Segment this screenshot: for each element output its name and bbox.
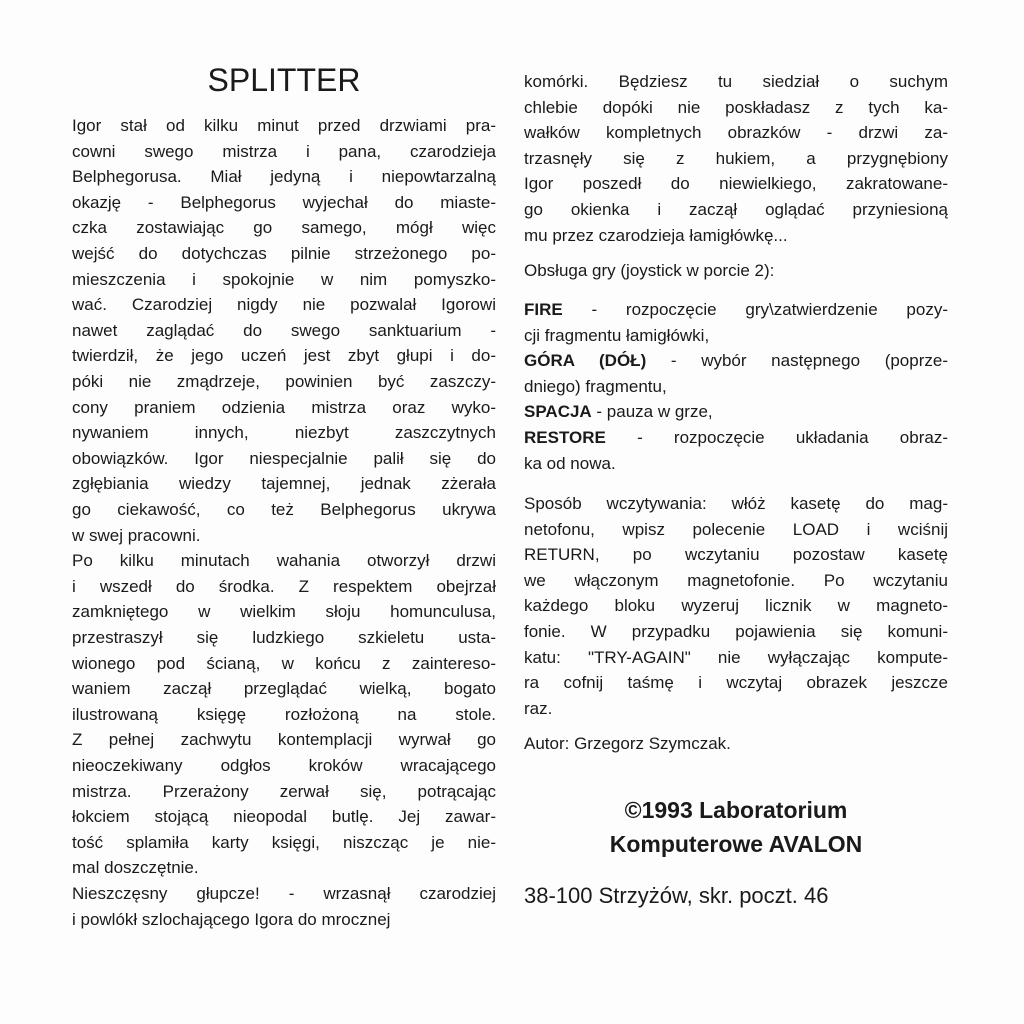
story-line: i powlókł szlochającego Igora do mrocznej [72,909,391,929]
story-line: wionego pod ścianą, w końcu z zaintereso- [72,653,496,673]
story-line: póki nie zmądrzeje, powinien być zaszczy- [72,372,496,391]
story-line: wałków kompletnych obrazków - drzwi za- [524,123,948,143]
story-line: nieoczekiwany odgłos kroków wracającego [72,756,496,775]
control-key: GÓRA (DÓŁ) [524,351,647,371]
story-line: mieszczenia i spokojnie w nim pomyszko- [72,269,496,289]
story-line: mal doszczętnie. [72,858,199,878]
story-line: okazję - Belphegorus wyjechał do miaste- [72,192,496,212]
story-line: wać. Czarodziej nigdy nie pozwalał Igorowi [72,295,496,315]
story-line: waniem zaczął przeglądać wielką, bogato [72,679,496,699]
story-line: zamkniętego w wielkim słoju homunculusa, [72,602,496,622]
story-line: czka zostawiając go samego, mógł więc [72,218,496,238]
story-line: Z pełnej zachwytu kontemplacji wyrwał go [72,730,496,750]
control-description: - wybór następnego (poprze- [646,351,948,371]
story-line: komórki. Będziesz tu siedział o suchym [524,72,948,91]
story-line: tość splamiła karty księgi, niszcząc je nie- [72,832,496,852]
loading-instruction-line: RETURN, po wczytaniu pozostaw kasetę [524,545,948,565]
story-line: Igor poszedł do niewielkiego, zakratowane- [524,174,948,194]
loading-instruction-line: raz. [524,698,553,718]
copyright-line-1: ©1993 Laboratorium [624,797,848,823]
control-line: ka od nowa. [524,453,616,473]
control-line [524,402,948,422]
control-key: SPACJA [524,402,592,422]
loading-instruction-line: ra cofnij taśmę i wczytaj obrazek jeszcze [524,673,948,693]
story-line: i wszedł do środka. Z respektem obejrzał [72,576,496,596]
control-line: dniego) fragmentu, [524,376,667,396]
control-line [524,351,948,371]
story-line: mu przez czarodzieja łamigłówkę... [524,225,788,245]
loading-instruction-line: katu: "TRY-AGAIN" nie wyłączając kompute- [524,647,948,667]
copyright-line-2: Komputerowe AVALON [609,831,863,857]
control-key: RESTORE [524,428,606,447]
story-line: obowiązków. Igor niespecjalnie palił się do [72,448,496,468]
author: Autor: Grzegorz Szymczak. [524,734,731,753]
story-line: twierdził, że jego uczeń jest zbyt głupi i do- [72,346,496,366]
loading-instruction-line: we włączonym magnetofonie. Po wczytaniu [524,570,948,590]
loading-instruction-line: netofonu, wpisz polecenie LOAD i wciśnij [524,519,948,539]
story-line: przestraszył się ludzkiego szkieletu usta- [72,628,496,647]
loading-instruction-line: Sposób wczytywania: włóż kasetę do mag- [524,494,948,513]
address: 38-100 Strzyżów, skr. poczt. 46 [524,883,829,908]
story-line: nawet zaglądać do swego sanktuarium - [72,320,496,340]
story-line: chlebie dopóki nie poskładasz z tych ka- [524,97,948,117]
control-description: - pauza w grze, [591,402,713,422]
story-line: nywaniem innych, niezbyt zaszczytnych [72,423,496,443]
control-key: FIRE [524,300,563,319]
story-line: zgłębiania wiedzy tajemnej, jednak zżerała [72,474,496,494]
story-line: Belphegorusa. Miał jedyną i niepowtarzalną [72,167,496,187]
story-line: cony praniem odzienia mistrza oraz wyko- [72,397,496,417]
loading-instruction-line: fonie. W przypadku pojawienia się komuni- [524,622,948,641]
story-line: wejść do dotychczas pilnie strzeżonego po- [72,244,496,263]
story-line: Po kilku minutach wahania otworzył drzwi [72,551,496,571]
story-line: mistrza. Przerażony zerwał się, potrącając [72,781,496,801]
document-title: SPLITTER [207,62,361,98]
control-line [524,428,948,448]
control-line: cji fragmentu łamigłówki, [524,325,710,345]
loading-instruction-line: każdego bloku wyzeruj licznik w magneto- [524,596,948,616]
control-line [524,300,948,320]
story-line: Igor stał od kilku minut przed drzwiami pra- [72,116,496,135]
story-line: w swej pracowni. [72,525,201,545]
story-line: go ciekawość, co też Belphegorus ukrywa [72,500,496,519]
controls-heading: Obsługa gry (joystick w porcie 2): [524,261,775,280]
story-line: trzasnęły się z hukiem, a przygnębiony [524,148,948,168]
story-line: łokciem stojącą nieopodal butlę. Jej zawar- [72,807,496,827]
control-description: - rozpoczęcie gry\zatwierdzenie pozy- [562,300,948,319]
control-description: - rozpoczęcie układania obraz- [605,428,948,447]
story-line: go okienka i zaczął oglądać przyniesioną [524,200,948,219]
story-line: ilustrowaną księgę rozłożoną na stole. [72,704,496,724]
story-line: Nieszczęsny głupcze! - wrzasnął czarodziej [72,884,496,903]
story-line: cowni swego mistrza i pana, czarodzieja [72,141,496,161]
